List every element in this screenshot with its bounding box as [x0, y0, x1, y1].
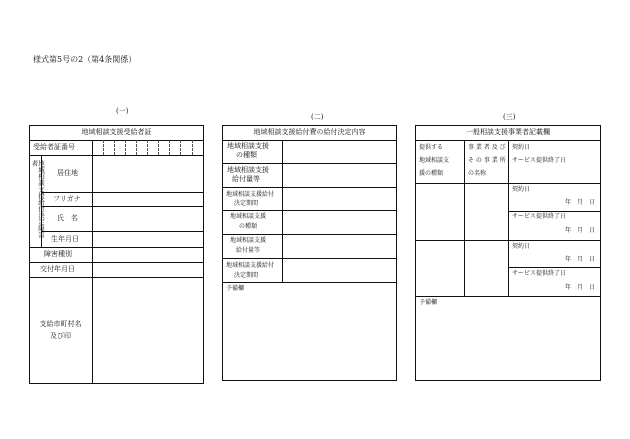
s3-header-contract-label: 契約日	[512, 144, 531, 151]
s3-col1-line2: 地域相談支	[419, 157, 450, 164]
s3-e2-service-end-label: サービス提供終了日	[512, 270, 567, 277]
recipient-number-field[interactable]	[93, 141, 203, 155]
name-field[interactable]	[93, 207, 203, 231]
s3-col2-line1: 事 業 者 及 び	[468, 144, 506, 151]
s2-row2-field[interactable]	[283, 164, 396, 187]
s3-e1-contract-label: 契約日	[512, 186, 531, 193]
s2-row6-field[interactable]	[283, 259, 396, 282]
section-three-number: (三)	[503, 113, 516, 121]
s3-remarks-field[interactable]	[416, 308, 600, 380]
issue-date-field[interactable]	[93, 263, 203, 277]
s3-col1-line3: 援の種類	[419, 170, 444, 177]
address-field[interactable]	[93, 156, 203, 192]
disability-type-field[interactable]	[93, 248, 203, 262]
s3-e1-service-end-label: サービス提供終了日	[512, 213, 567, 220]
s2-row5-line1: 地域相談支援	[230, 237, 267, 244]
s2-row1-line2: の種類	[236, 151, 257, 159]
birthdate-field[interactable]	[93, 232, 203, 247]
s2-row5-line2: 給付量等	[236, 247, 261, 254]
s3-e2-contract-label: 契約日	[512, 243, 531, 250]
birthdate-label: 生年月日	[51, 235, 79, 243]
s2-remarks-label: 予備欄	[226, 285, 245, 292]
s3-col2-line3: の名称	[468, 170, 487, 177]
address-label: 居住地	[57, 169, 78, 177]
s3-e2-service-end-date: 年 月 日	[565, 284, 596, 291]
section-two-number: (二)	[311, 113, 324, 121]
municipality-label-line2: 及び印	[50, 332, 71, 340]
form-title: 様式第5号の2（第4条関係）	[33, 55, 137, 64]
s3-header-service-end-label: サービス提供終了日	[512, 157, 567, 164]
recipient-number-label: 受給者証番号	[33, 143, 75, 151]
s2-row5-field[interactable]	[283, 235, 396, 258]
s3-e2-type-field[interactable]	[416, 241, 464, 296]
s3-e1-contract-date: 年 月 日	[565, 199, 596, 206]
section-one-heading: 地域相談支援受給者証	[81, 128, 152, 136]
recipient-side-label: 地域相談支援給付決定障害者	[30, 160, 45, 238]
s2-row3-line2: 決定期間	[234, 200, 259, 207]
municipality-label-line1: 支給市町村名	[39, 320, 82, 328]
s2-row2-line2: 給付量等	[232, 175, 260, 183]
disability-type-label: 障害種別	[44, 250, 72, 258]
s2-remarks-field[interactable]	[223, 294, 396, 380]
s2-row2-line1: 地域相談支援	[227, 166, 269, 174]
name-label: 氏 名	[57, 214, 78, 222]
s3-e2-contract-date: 年 月 日	[565, 256, 596, 263]
issue-date-label: 交付年月日	[40, 265, 75, 273]
s3-e2-provider-field[interactable]	[465, 241, 508, 296]
furigana-field[interactable]	[93, 193, 203, 206]
s3-remarks-label: 予備欄	[419, 299, 438, 306]
s3-col2-line2: そ の 事 業 所	[468, 157, 506, 164]
s3-e1-type-field[interactable]	[416, 184, 464, 240]
s2-row1-field[interactable]	[283, 141, 396, 163]
s2-row4-line2: の種類	[239, 223, 258, 230]
s2-row4-line1: 地域相談支援	[230, 213, 267, 220]
section-three-heading: 一般相談支援事業者記載欄	[466, 128, 550, 136]
section-one-number: (一)	[116, 107, 129, 115]
s2-row3-field[interactable]	[283, 188, 396, 210]
municipality-field[interactable]	[93, 278, 203, 383]
s3-col1-line1: 提供する	[419, 144, 444, 151]
s3-e1-service-end-date: 年 月 日	[565, 227, 596, 234]
s3-e1-provider-field[interactable]	[465, 184, 508, 240]
s2-row3-line1: 地域相談支援給付	[226, 191, 275, 198]
furigana-label: フリガナ	[53, 195, 81, 203]
s2-row1-line1: 地域相談支援	[227, 142, 269, 150]
section-two-heading: 地域相談支援給付費の給付決定内容	[253, 128, 366, 136]
s2-row6-line2: 決定期間	[234, 272, 259, 279]
s2-row6-line1: 地域相談支援給付	[226, 262, 275, 269]
s2-row4-field[interactable]	[283, 211, 396, 234]
